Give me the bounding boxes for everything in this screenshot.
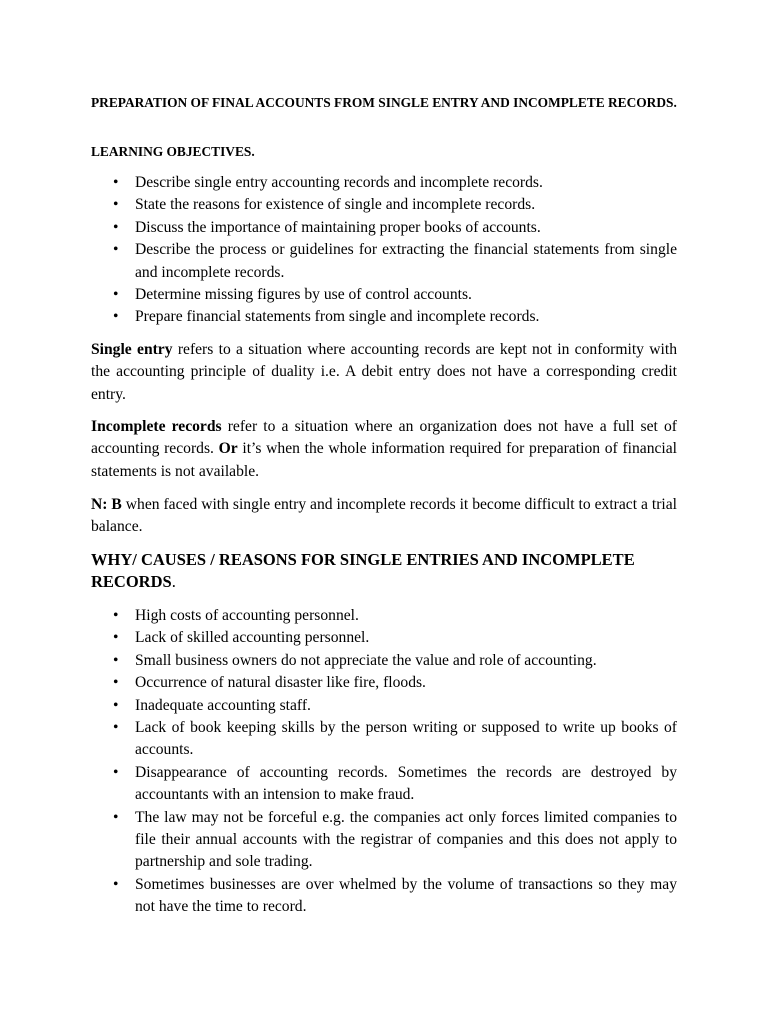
causes-heading-period: .	[171, 572, 176, 591]
or-word: Or	[218, 440, 238, 458]
bullet-icon: •	[113, 719, 119, 737]
bullet-icon: •	[113, 808, 119, 826]
nb-text: when faced with single entry and incomplete records it become difficult to extract a trial balance.	[91, 496, 677, 536]
bullet-icon: •	[113, 286, 119, 304]
list-item	[91, 874, 677, 919]
list-item-text: Describe single entry accounting records and incomplete records.	[135, 174, 543, 191]
nb-term: N: B	[91, 496, 122, 513]
single-entry-term: Single entry	[91, 341, 173, 358]
objectives-list	[91, 172, 677, 329]
bullet-icon: •	[113, 763, 119, 781]
list-item-text: Small business owners do not appreciate the value and role of accounting.	[135, 651, 597, 669]
list-item	[91, 627, 677, 649]
list-item-text: Discuss the importance of maintaining proper books of accounts.	[135, 218, 541, 236]
incomplete-records-term: Incomplete records	[91, 418, 222, 435]
single-entry-definition: refers to a situation where accounting records are kept not in conformity with the accounting principle of duality i.e. A debit entry does not have a corresponding credit entry.	[91, 341, 677, 403]
list-item-text: State the reasons for existence of single and incomplete records.	[135, 196, 536, 214]
bullet-icon: •	[113, 607, 119, 624]
list-item-text: Lack of skilled accounting personnel.	[135, 629, 370, 647]
list-item	[91, 762, 677, 807]
list-item	[91, 306, 677, 328]
list-item-text: High costs of accounting personnel.	[135, 607, 359, 624]
bullet-icon: •	[113, 241, 119, 259]
list-item-text: Disappearance of accounting records. Sometimes the records are destroyed by accountants with an intension to make fraud.	[135, 763, 677, 804]
list-item-text: Inadequate accounting staff.	[135, 696, 311, 714]
list-item-text: The law may not be forceful e.g. the companies act only forces limited companies to file their annual accounts with the registrar of companies and this does not apply to partnership and sole trading.	[135, 808, 677, 871]
list-item	[91, 695, 677, 717]
single-entry-paragraph	[91, 339, 677, 406]
learning-objectives-heading: LEARNING OBJECTIVES.	[91, 144, 255, 159]
bullet-icon: •	[113, 196, 119, 214]
list-item	[91, 284, 677, 306]
incomplete-records-paragraph	[91, 416, 677, 483]
bullet-icon: •	[113, 308, 119, 326]
list-item-text: Prepare financial statements from single and incomplete records.	[135, 308, 540, 326]
document-title: PREPARATION OF FINAL ACCOUNTS FROM SINGLE ENTRY AND INCOMPLETE RECORDS.	[91, 95, 677, 110]
nb-paragraph	[91, 494, 677, 539]
list-item	[91, 172, 677, 194]
list-item	[91, 239, 677, 284]
list-item	[91, 672, 677, 694]
list-item	[91, 650, 677, 672]
list-item-text: Lack of book keeping skills by the person writing or supposed to write up books of accounts.	[135, 719, 677, 759]
bullet-icon: •	[113, 218, 119, 236]
list-item	[91, 194, 677, 216]
bullet-icon: •	[113, 174, 119, 191]
causes-heading	[91, 549, 681, 593]
list-item	[91, 717, 677, 762]
list-item-text: Describe the process or guidelines for extracting the financial statements from single and incomplete records.	[135, 241, 677, 281]
bullet-icon: •	[113, 696, 119, 714]
list-item	[91, 807, 677, 874]
list-item	[91, 605, 677, 627]
incomplete-records-definition: refer to a situation where an organization does not have a full set of accounting records.	[91, 418, 677, 458]
causes-heading-text: WHY/ CAUSES / REASONS FOR SINGLE ENTRIES AND INCOMPLETE RECORDS	[91, 550, 635, 591]
bullet-icon: •	[113, 674, 119, 692]
list-item-text: Occurrence of natural disaster like fire, floods.	[135, 674, 426, 692]
list-item-text: Determine missing figures by use of control accounts.	[135, 286, 472, 304]
bullet-icon: •	[113, 875, 119, 893]
list-item	[91, 217, 677, 239]
list-item-text: Sometimes businesses are over whelmed by the volume of transactions so they may not have the time to record.	[135, 875, 677, 916]
bullet-icon: •	[113, 651, 119, 669]
incomplete-records-definition-alt: it’s when the whole information required for preparation of financial statements is not available.	[91, 440, 677, 480]
causes-list	[91, 605, 677, 919]
bullet-icon: •	[113, 629, 119, 647]
